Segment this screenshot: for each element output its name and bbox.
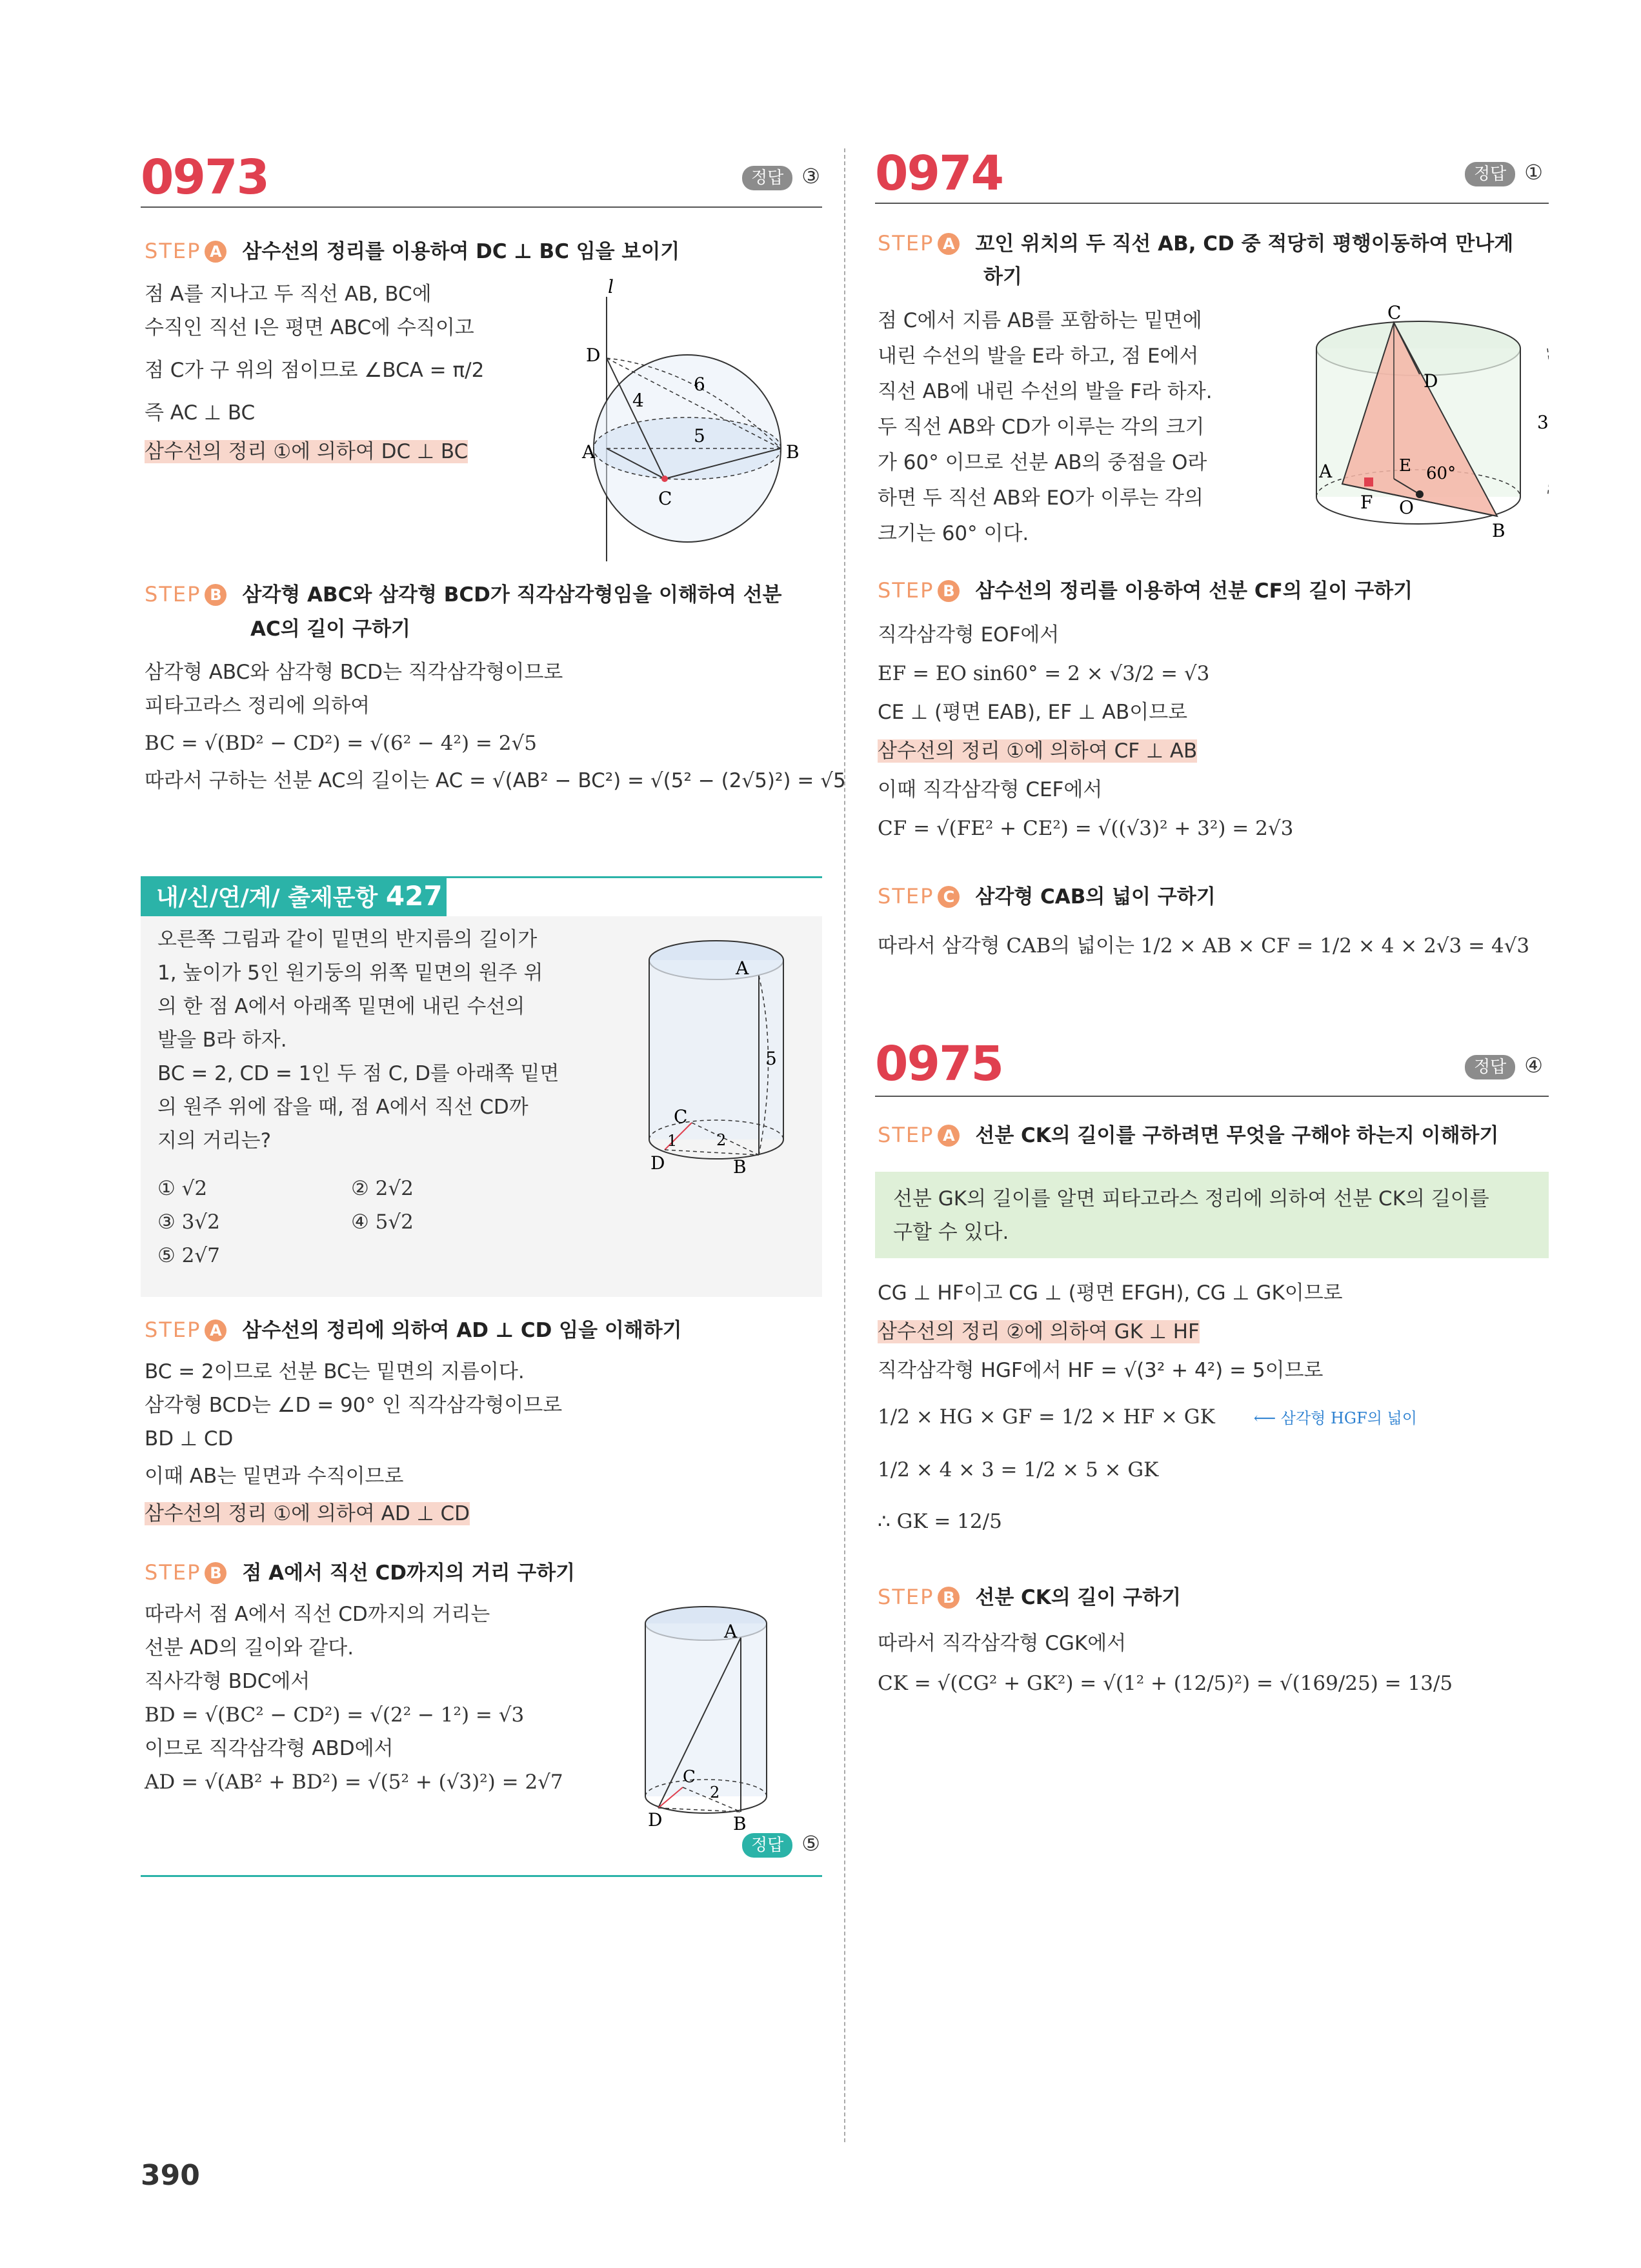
figure-label: C	[658, 488, 672, 509]
problem-number-0973: 0973	[141, 150, 268, 205]
svg-text:A: A	[724, 1621, 738, 1642]
step-a-body-0974: 점 C에서 지름 AB를 포함하는 밑면에 내린 수선의 발을 E라 하고, 점 E에서 직선 AB에 내린 수선의 발을 F라 하자. 두 직선 AB와 CD가 이루는 각의 크기 가 60° 이므로 선분 AB의 중점을 O라 하면 두 직선 AB와 EO가 이루는 각의 크기는 60° 이다.	[878, 309, 1213, 545]
figure-label: B	[786, 441, 800, 463]
answer-0973	[742, 164, 820, 188]
problem-number-0975: 0975	[875, 1036, 1003, 1092]
answer-0975: 정답 ④	[1465, 1053, 1543, 1078]
answer-badge: 정답	[742, 166, 792, 190]
svg-text:E: E	[1399, 456, 1411, 476]
related-question: 오른쪽 그림과 같이 밑면의 반지름의 길이가 1, 높이가 5인 원기둥의 위쪽 밑면의 원주 위 의 한 점 A에서 아래쪽 밑면에 내린 수선의 발을 B라 하자. BC = 2, CD = 1인 두 점 C, D를 아래쪽 밑면 의 원주 위에 잡을 때, 점 A에서 직선 CD까 지의 거리는?	[157, 928, 559, 1152]
step-a-title-0975: STEP A 선분 CK의 길이를 구하려면 무엇을 구해야 하는지 이해하기	[878, 1123, 1499, 1147]
svg-text:5: 5	[765, 1048, 777, 1069]
body-0975: CG ⊥ HF이고 CG ⊥ (평면 EFGH), CG ⊥ GK이므로 삼수선의 정리 ②에 의하여 GK ⊥ HF 직각삼각형 HGF에서 HF = √(3² + 4²) = 5이므로 1/2 × HG × GF = 1/2 × HF × GK ⟵ 삼각형 HGF의 넓이 1/2 × 4 × 3 = 1/2 × 5 × GK ∴ GK = 12/5	[878, 1281, 1417, 1533]
step-b-body-0975: 따라서 직각삼각형 CGK에서 CK = √(CG² + GK²) = √(1² + (12/5)²) = √(169/25) = 13/5	[878, 1632, 1453, 1695]
related-choices: ① √2 ② 2√2 ③ 3√2 ④ 5√2 ⑤ 2√7	[157, 1177, 414, 1267]
svg-text:D: D	[1424, 370, 1438, 392]
header-rule	[875, 203, 1549, 204]
svg-text:A: A	[1319, 461, 1333, 482]
step-b-title-cont-0973: AC의 길이 구하기	[250, 617, 411, 641]
step-c-title-0974: STEP C 삼각형 CAB의 넓이 구하기	[878, 884, 1216, 908]
svg-text:F: F	[1360, 492, 1373, 513]
sphere-figure	[568, 277, 820, 561]
figure-label: 4	[632, 390, 644, 411]
figure-label: D	[586, 345, 601, 366]
step-b-title-0974: STEP B 삼수선의 정리를 이용하여 선분 CF의 길이 구하기	[878, 578, 1413, 603]
figure-label: 5	[694, 425, 705, 447]
header-rule	[141, 206, 822, 208]
svg-text:C: C	[674, 1106, 688, 1127]
figure-label: l	[608, 277, 614, 297]
svg-text:60°: 60°	[1426, 464, 1456, 483]
related-step-a-body: BC = 2이므로 선분 BC는 밑면의 지름이다. 삼각형 BCD는 ∠D = 90° 인 직각삼각형이므로 BD ⊥ CD 이때 AB는 밑면과 수직이므로 삼수선의 정리 ①에 의하여 AD ⊥ CD	[145, 1360, 563, 1525]
related-answer: 정답 ⑤	[742, 1831, 820, 1856]
note-arrow: ⟵	[1253, 1409, 1281, 1427]
svg-text:D: D	[648, 1809, 663, 1831]
step-c-body-0974: 따라서 삼각형 CAB의 넓이는 1/2 × AB × CF = 1/2 × 4 × 2√3 = 4√3	[878, 934, 1530, 958]
cylinder-figure-2	[639, 1600, 781, 1832]
svg-text:C: C	[1387, 303, 1402, 323]
cylinder-figure	[639, 929, 807, 1174]
step-a-body-0973: 점 A를 지나고 두 직선 AB, BC에 수직인 직선 l은 평면 ABC에 수직이고 점 C가 구 위의 점이므로 ∠BCA = π/2 즉 AC ⊥ BC 삼수선의 정리 ①에 의하여 DC ⊥ BC	[145, 283, 485, 463]
step-a-title-cont-0974: 하기	[983, 265, 1022, 288]
svg-text:C: C	[683, 1767, 696, 1787]
svg-text:A: A	[736, 958, 749, 979]
related-step-b-body: 따라서 점 A에서 직선 CD까지의 거리는 선분 AD의 길이와 같다. 직사각형 BDC에서 BD = √(BC² − CD²) = √(2² − 1²) = √3 이므로 직각삼각형 ABD에서 AD = √(AB² + BD²) = √(5² + (√3)²) = 2√7	[145, 1603, 563, 1794]
svg-text:O: O	[1399, 497, 1414, 518]
svg-text:B: B	[733, 1156, 747, 1174]
problem-number-0974: 0974	[875, 146, 1003, 201]
answer-value: ③	[801, 164, 820, 188]
svg-text:2: 2	[716, 1131, 727, 1149]
svg-text:1: 1	[667, 1132, 678, 1150]
page-number: 390	[141, 2159, 200, 2192]
figure-label: A	[582, 441, 596, 463]
svg-text:3: 3	[1537, 412, 1549, 433]
step-a-title-0974: STEP A 꼬인 위치의 두 직선 AB, CD 중 적당히 평행이동하여 만나게	[878, 231, 1514, 256]
svg-text:B: B	[733, 1813, 747, 1832]
step-a-title-0973: STEP A 삼수선의 정리를 이용하여 DC ⊥ BC 임을 보이기	[145, 239, 680, 263]
cylinder-cone-figure	[1304, 303, 1549, 548]
svg-text:B: B	[1492, 520, 1505, 541]
step-b-title-0975: STEP B 선분 CK의 길이 구하기	[878, 1585, 1182, 1609]
step-b-title-0973: STEP B 삼각형 ABC와 삼각형 BCD가 직각삼각형임을 이해하여 선분	[145, 582, 782, 607]
step-b-body-0973: 삼각형 ABC와 삼각형 BCD는 직각삼각형이므로 피타고라스 정리에 의하여 BC = √(BD² − CD²) = √(6² − 4²) = 2√5 따라서 구하는 선분 AC의 길이는 AC = √(AB² − BC²) = √(5² − (2√5)²) = √5	[145, 661, 846, 792]
related-header: 내/신/연/계/ 출제문항 427	[141, 876, 447, 916]
svg-text:D: D	[650, 1152, 665, 1174]
svg-text:2: 2	[710, 1783, 720, 1801]
step-b-body-0974: 직각삼각형 EOF에서 EF = EO sin60° = 2 × √3/2 = √3 CE ⊥ (평면 EAB), EF ⊥ AB이므로 삼수선의 정리 ①에 의하여 CF ⊥ AB 이때 직각삼각형 CEF에서 CF = √(FE² + CE²) = √((√3)² + 3²) = 2√3	[878, 623, 1294, 840]
column-divider	[844, 148, 845, 2142]
area-note: 삼각형 HGF의 넓이	[1280, 1409, 1417, 1427]
related-bottom-rule	[141, 1875, 822, 1877]
answer-0974: 정답 ①	[1465, 160, 1543, 185]
figure-label: 6	[694, 374, 705, 395]
header-rule	[875, 1096, 1549, 1097]
related-step-a-title: STEP A 삼수선의 정리에 의하여 AD ⊥ CD 임을 이해하기	[145, 1318, 682, 1342]
related-step-b-title: STEP B 점 A에서 직선 CD까지의 거리 구하기	[145, 1560, 576, 1585]
hint-text: 선분 GK의 길이를 알면 피타고라스 정리에 의하여 선분 CK의 길이를 구할 수 있다.	[893, 1187, 1489, 1244]
